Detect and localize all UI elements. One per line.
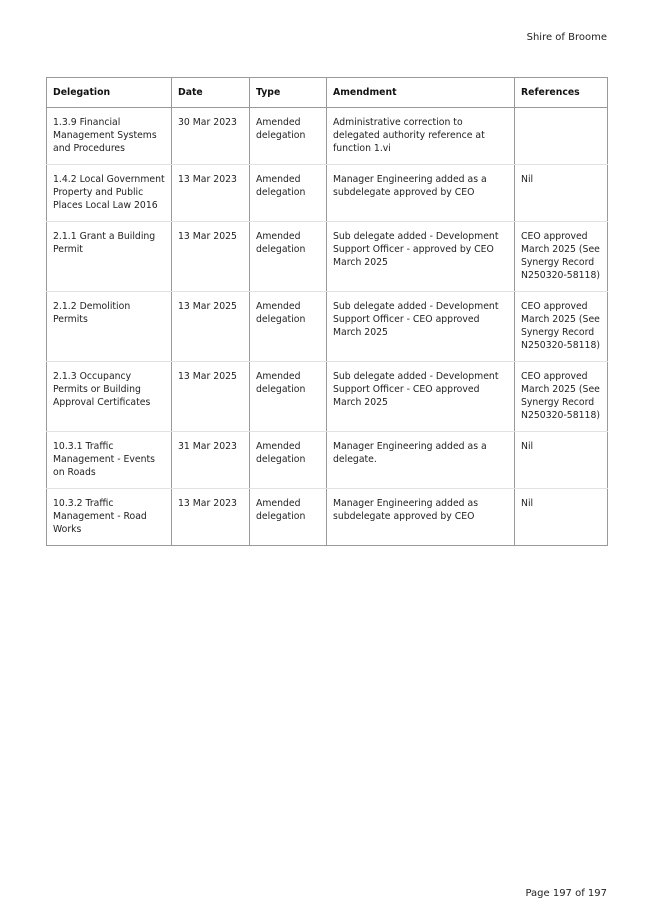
cell-references: Nil (515, 489, 608, 546)
cell-amendment: Manager Engineering added as a delegate. (327, 432, 515, 489)
cell-type: Amended delegation (250, 432, 327, 489)
cell-references: Nil (515, 432, 608, 489)
cell-type: Amended delegation (250, 362, 327, 432)
cell-amendment: Sub delegate added - Development Support Officer - CEO approved March 2025 (327, 362, 515, 432)
cell-delegation: 10.3.1 Traffic Management - Events on Roads (47, 432, 172, 489)
column-header-date: Date (172, 78, 250, 108)
cell-references: CEO approved March 2025 (See Synergy Record N250320-58118) (515, 292, 608, 362)
cell-references: CEO approved March 2025 (See Synergy Record N250320-58118) (515, 362, 608, 432)
table-row (47, 108, 608, 165)
cell-date: 13 Mar 2025 (172, 362, 250, 432)
cell-references (515, 108, 608, 165)
table-header-row (47, 78, 608, 108)
cell-type: Amended delegation (250, 489, 327, 546)
cell-references: CEO approved March 2025 (See Synergy Record N250320-58118) (515, 222, 608, 292)
cell-amendment: Sub delegate added - Development Support Officer - approved by CEO March 2025 (327, 222, 515, 292)
delegation-amendments-table (46, 77, 608, 546)
cell-date: 30 Mar 2023 (172, 108, 250, 165)
cell-date: 31 Mar 2023 (172, 432, 250, 489)
organisation-name: Shire of Broome (526, 32, 607, 43)
cell-type: Amended delegation (250, 292, 327, 362)
cell-delegation: 1.4.2 Local Government Property and Public Places Local Law 2016 (47, 165, 172, 222)
table-row (47, 222, 608, 292)
cell-amendment: Administrative correction to delegated authority reference at function 1.vi (327, 108, 515, 165)
cell-delegation: 10.3.2 Traffic Management - Road Works (47, 489, 172, 546)
cell-amendment: Manager Engineering added as a subdelegate approved by CEO (327, 165, 515, 222)
cell-date: 13 Mar 2025 (172, 222, 250, 292)
cell-type: Amended delegation (250, 108, 327, 165)
table-row (47, 362, 608, 432)
cell-amendment: Manager Engineering added as subdelegate approved by CEO (327, 489, 515, 546)
table-row (47, 432, 608, 489)
cell-date: 13 Mar 2025 (172, 292, 250, 362)
cell-references: Nil (515, 165, 608, 222)
cell-type: Amended delegation (250, 165, 327, 222)
cell-date: 13 Mar 2023 (172, 489, 250, 546)
column-header-references: References (515, 78, 608, 108)
page-number: Page 197 of 197 (525, 888, 607, 899)
cell-amendment: Sub delegate added - Development Support Officer - CEO approved March 2025 (327, 292, 515, 362)
table-row (47, 165, 608, 222)
column-header-delegation: Delegation (47, 78, 172, 108)
cell-delegation: 2.1.1 Grant a Building Permit (47, 222, 172, 292)
column-header-amendment: Amendment (327, 78, 515, 108)
cell-type: Amended delegation (250, 222, 327, 292)
cell-delegation: 1.3.9 Financial Management Systems and Procedures (47, 108, 172, 165)
cell-delegation: 2.1.3 Occupancy Permits or Building Approval Certificates (47, 362, 172, 432)
table-row (47, 489, 608, 546)
table-row (47, 292, 608, 362)
column-header-type: Type (250, 78, 327, 108)
cell-delegation: 2.1.2 Demolition Permits (47, 292, 172, 362)
cell-date: 13 Mar 2023 (172, 165, 250, 222)
